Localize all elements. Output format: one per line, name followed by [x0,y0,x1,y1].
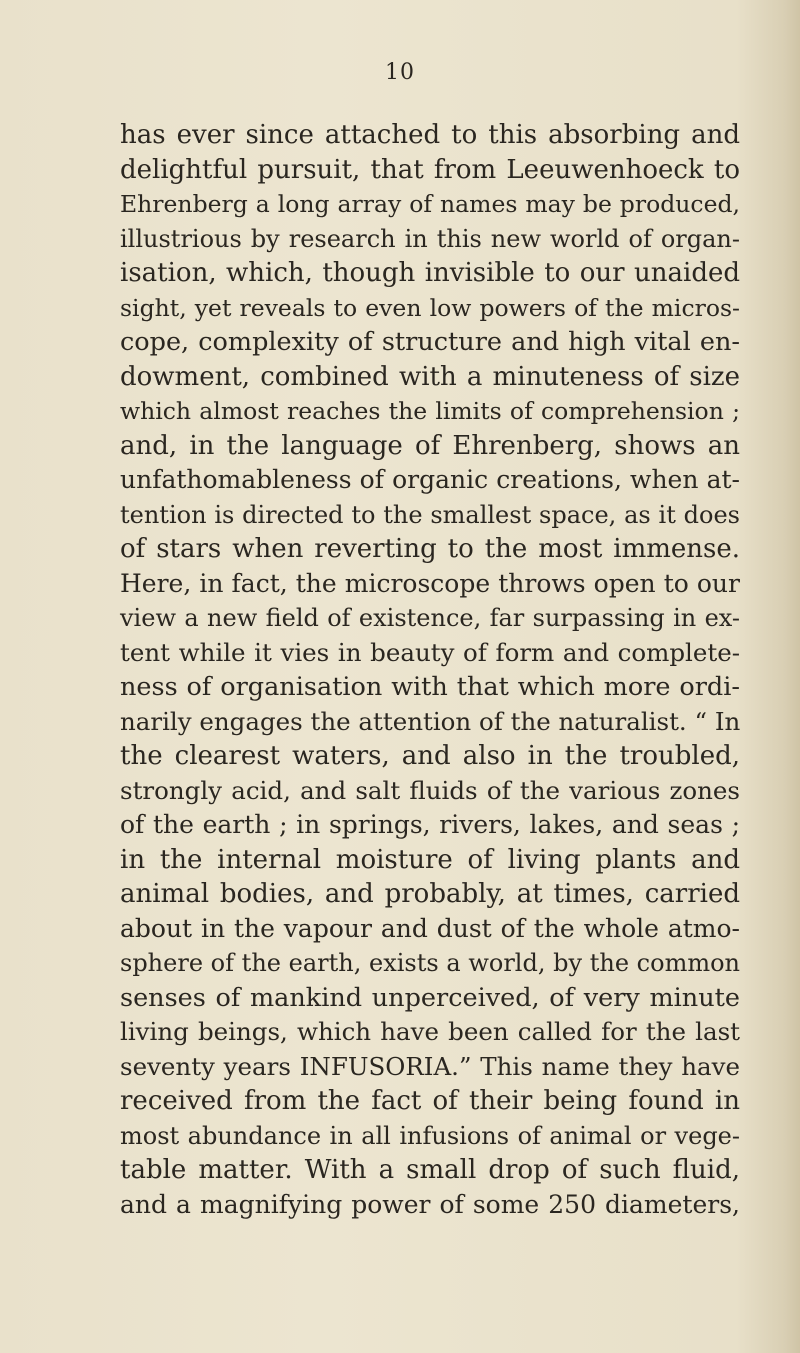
text-line: most abundance in all infusions of animal or vege- [120,1121,740,1150]
text-line: strongly acid, and salt fluids of the various zones [120,775,740,805]
page-number: 10 [385,60,415,85]
text-line: which almost reaches the limits of comprehension ; [120,397,740,425]
text-line: narily engages the attention of the naturalist. “ In [120,706,741,736]
text-line: ness of organisation with that which more ordi- [120,672,740,702]
text-line: living beings, which have been called for the last [120,1017,740,1046]
text-line: and a magnifying power of some 250 diameters, [120,1189,740,1219]
text-line: seventy years INFUSORIA.” This name they have [120,1051,740,1081]
text-line: in the internal moisture of living plants and [120,844,740,875]
text-line: and, in the language of Ehrenberg, shows an [120,430,740,461]
text-line: isation, which, though invisible to our unaided [120,258,740,288]
text-line: delightful pursuit, that from Leeuwenhoeck to [120,154,740,185]
text-line: of the earth ; in springs, rivers, lakes, and seas ; [120,810,740,839]
text-line: sight, yet reveals to even low powers of the micros- [120,293,740,322]
text-line: of stars when reverting to the most immense. [120,534,740,564]
text-line: tent while it vies in beauty of form and complete- [120,637,740,667]
text-line: unfathomableness of organic creations, when at- [120,465,740,494]
text-line: Here, in fact, the microscope throws open to our [120,568,740,598]
text-line: about in the vapour and dust of the whole atmo- [120,913,740,943]
text-line: dowment, combined with a minuteness of size [120,361,740,392]
text-line: animal bodies, and probably, at times, carried [120,879,740,909]
text-line: has ever since attached to this absorbing and [120,120,740,150]
text-line: table matter. With a small drop of such fluid, [120,1155,740,1185]
text-line: illustrious by research in this new world of organ- [120,224,740,253]
text-line: view a new field of existence, far surpassing in ex- [120,604,740,632]
text-line: Ehrenberg a long array of names may be produced, [120,190,740,218]
body-text [120,118,740,1222]
text-line: the clearest waters, and also in the troubled, [120,741,740,771]
text-line: senses of mankind unperceived, of very minute [120,982,740,1013]
text-line: tention is directed to the smallest space, as it does [120,500,740,529]
text-line: cope, complexity of structure and high vital en- [120,327,740,357]
text-line: received from the fact of their being found in [120,1086,740,1116]
text-line: sphere of the earth, exists a world, by the common [120,949,740,977]
